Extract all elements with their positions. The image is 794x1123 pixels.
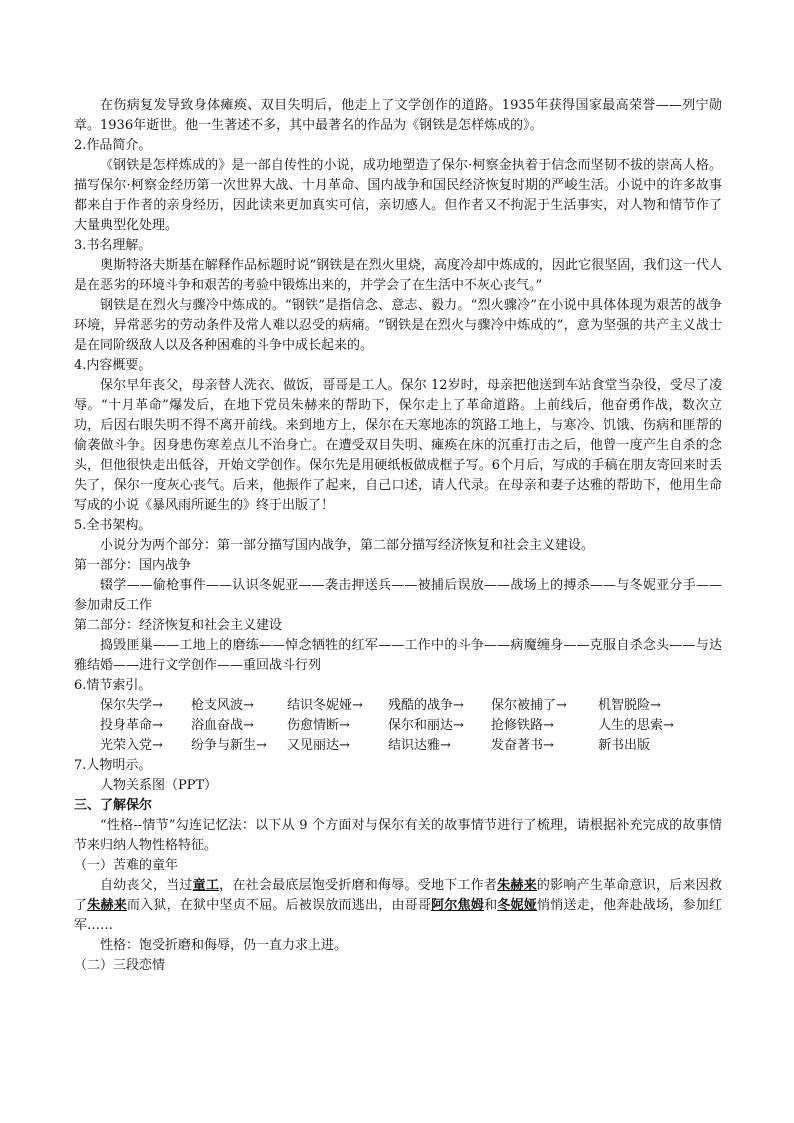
plot-index-item: 保尔失学→ bbox=[100, 698, 163, 713]
plot-index-grid bbox=[74, 696, 722, 756]
paragraph-title-quote: 奥斯特洛夫斯基在解释作品标题时说“钢铁是在烈火里烧，高度冷却中炼成的，因此它很坚固，我们这一代人是在恶劣的环境斗争和艰苦的考验中锻炼出来的，并学会了在生活中不灰心丧气。” bbox=[74, 258, 722, 293]
section-heading-know-paul: 三、了解保尔 bbox=[74, 798, 153, 813]
plot-index-item: 又见丽达→ bbox=[287, 738, 350, 753]
answer-blank: 童工 bbox=[192, 878, 220, 893]
plot-index-item: 纷争与新生→ bbox=[191, 738, 267, 753]
plot-index-item: 机智脱险→ bbox=[598, 698, 661, 713]
paragraph-childhood bbox=[74, 876, 722, 936]
paragraph-structure: 小说分为两个部分：第一部分描写国内战争，第二部分描写经济恢复和社会主义建设。 bbox=[100, 538, 595, 553]
plot-index-item: 残酷的战争→ bbox=[388, 698, 464, 713]
plot-index-item: 保尔被捕了→ bbox=[491, 698, 567, 713]
heading-structure: 5.全书架构。 bbox=[74, 518, 152, 533]
heading-work-intro: 2.作品简介。 bbox=[74, 138, 152, 153]
plot-index-item: 投身革命→ bbox=[100, 718, 163, 733]
plot-index-item: 伤愈情断→ bbox=[287, 718, 350, 733]
character-map-note: 人物关系图（PPT） bbox=[100, 778, 218, 793]
part2-body: 捣毁匪巢——工地上的磨练——悼念牺牲的红军——工作中的斗争——病魔缠身——克服自杀念头——与达雅结婚——进行文学创作——重回战斗行列 bbox=[74, 638, 722, 673]
plot-index-item: 光荣入党→ bbox=[100, 738, 163, 753]
childhood-text: 而入狱，在狱中坚贞不屈。后被误放而逃出，由哥哥 bbox=[126, 898, 432, 913]
part1-body: 辍学——偷枪事件——认识冬妮亚——袭击押送兵——被捕后误放——战场上的搏杀——与冬妮亚分手——参加肃反工作 bbox=[74, 578, 722, 613]
plot-index-item: 结识冬妮娅→ bbox=[287, 698, 363, 713]
plot-index-item: 浴血奋战→ bbox=[191, 718, 254, 733]
subsection-romances: （二）三段恋情 bbox=[74, 958, 166, 973]
plot-index-item: 抢修铁路→ bbox=[491, 718, 554, 733]
paragraph-title-meaning: 钢铁是在烈火与骤冷中炼成的。“钢铁”是指信念、意志、毅力。“烈火骤冷”在小说中具体体现为艰苦的战争环境，异常恶劣的劳动条件及常人难以忍受的病痛。“钢铁是在烈火与骤冷中炼成的”，意为坚强的共产主义战士是在同阶级敌人以及各种困难的斗争中成长起来的。 bbox=[74, 298, 722, 353]
answer-blank: 冬妮娅 bbox=[497, 898, 537, 913]
paragraph-work-intro: 《钢铁是怎样炼成的》是一部自传性的小说，成功地塑造了保尔·柯察金执着于信念而坚韧不拔的崇高人格。描写保尔·柯察金经历第一次世界大战、十月革命、国内战争和国民经济恢复时期的严峻生活。小说中的许多故事都来自于作者的亲身经历，因此读来更加真实可信，亲切感人。但作者又不拘泥于生活事实，对人物和情节作了大量典型化处理。 bbox=[74, 158, 722, 233]
paragraph-summary: 保尔早年丧父，母亲替人洗衣、做饭，哥哥是工人。保尔 12岁时，母亲把他送到车站食堂当杂役，受尽了凌辱。“十月革命”爆发后，在地下党员朱赫来的帮助下，保尔走上了革命道路。上前线后，他奋勇作战，数次立功，后因右眼失明不得不离开前线。来到地方上，保尔在天寒地冻的筑路工地上，与寒冷、饥饿、伤病和匪帮的偷袭做斗争。因身患伤寒差点儿不治身亡。在遭受双目失明、瘫痪在床的沉重打击之后，他曾一度产生自杀的念头，但他很快走出低谷，开始文学创作。保尔先是用硬纸板做成框子写。6个月后，写成的手稿在朋友寄回来时丢失了，保尔一度灰心丧气。后来，他振作了起来，自己口述，请人代录。在母亲和妻子达雅的帮助下，他用生命写成的小说《暴风雨所诞生的》终于出版了！ bbox=[74, 378, 722, 513]
plot-index-item: 保尔和丽达→ bbox=[388, 718, 464, 733]
paragraph-memory-method: “性格--情节”勾连记忆法：以下从 9 个方面对与保尔有关的故事情节进行了梳理，请根据补充完成的故事情节来归纳人物性格特征。 bbox=[74, 818, 722, 853]
childhood-text: ，在社会最底层饱受折磨和侮辱。受地下工作者 bbox=[219, 878, 498, 893]
subsection-childhood: （一）苦难的童年 bbox=[74, 858, 179, 873]
childhood-text: 和 bbox=[484, 898, 498, 913]
plot-index-item: 结识达雅→ bbox=[388, 738, 451, 753]
document-page bbox=[74, 96, 722, 976]
childhood-text: 的影响产生革命意识，后来因救了 bbox=[74, 878, 722, 913]
plot-index-item: 发奋著书→ bbox=[491, 738, 554, 753]
answer-blank: 朱赫来 bbox=[497, 878, 537, 893]
childhood-trait: 性格：饱受折磨和侮辱，仍一直力求上进。 bbox=[100, 938, 348, 953]
paragraph-author-later-life: 在伤病复发导致身体瘫痪、双目失明后，他走上了文学创作的道路。1935年获得国家最高荣誉——列宁勋章。1936年逝世。他一生著述不多，其中最著名的作品为《钢铁是怎样炼成的》。 bbox=[74, 98, 722, 133]
plot-index-item: 新书出版 bbox=[598, 738, 651, 753]
answer-blank: 朱赫来 bbox=[87, 898, 127, 913]
answer-blank: 阿尔焦姆 bbox=[431, 898, 485, 913]
heading-title-meaning: 3.书名理解。 bbox=[74, 238, 152, 253]
plot-index-item: 人生的思索→ bbox=[598, 718, 674, 733]
plot-index-item: 枪支风波→ bbox=[191, 698, 254, 713]
childhood-text: 自幼丧父，当过 bbox=[100, 878, 193, 893]
heading-summary: 4.内容概要。 bbox=[74, 358, 152, 373]
part2-title: 第二部分：经济恢复和社会主义建设 bbox=[74, 618, 283, 633]
childhood-text: 悄悄送走，他奔赴战场，参加红军…… bbox=[74, 898, 722, 933]
heading-characters: 7.人物明示。 bbox=[74, 758, 152, 773]
part1-title: 第一部分：国内战争 bbox=[74, 558, 192, 573]
heading-plot-index: 6.情节索引。 bbox=[74, 678, 152, 693]
